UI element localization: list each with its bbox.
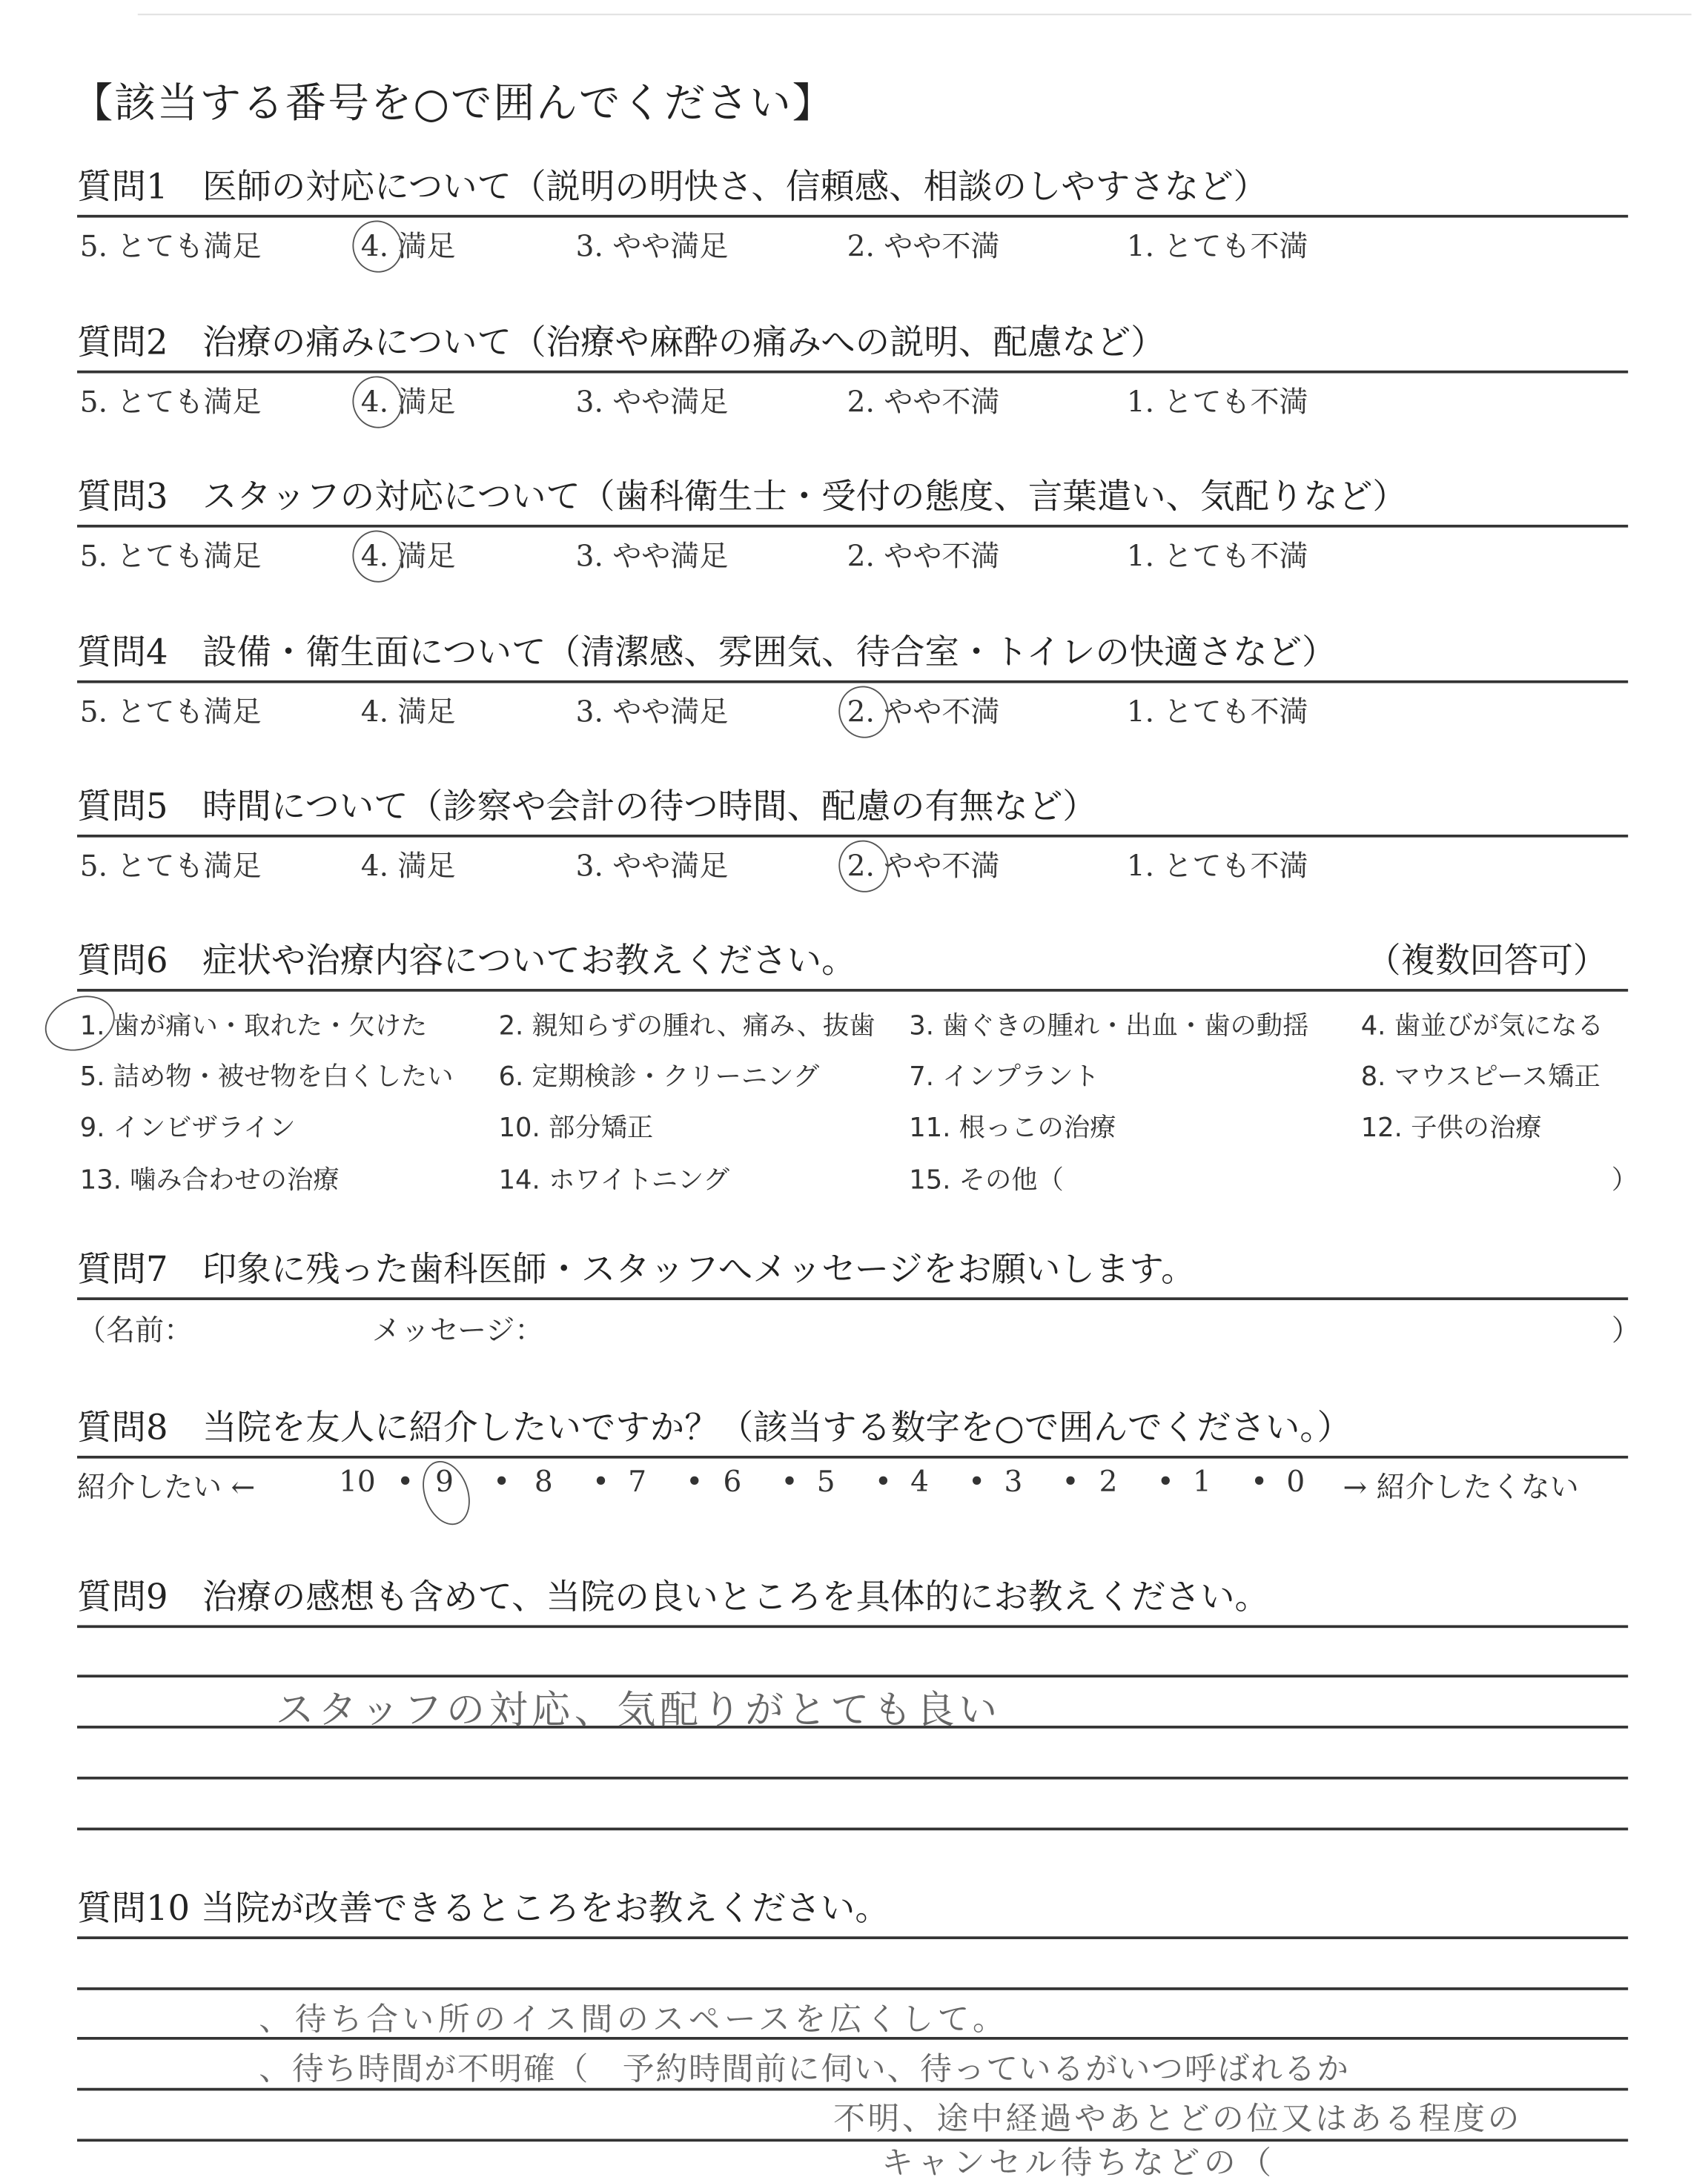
q1-option[interactable]: 5. とても満足 <box>79 230 262 263</box>
q6-option[interactable]: 8. マウスピース矯正 <box>1360 1061 1601 1093</box>
q10-answer-line: 、待ち時間が不明確（ 予約時間前に伺い、待っているがいつ呼ばれるか <box>259 2052 1350 2088</box>
q8-scale-option[interactable]: 7 <box>628 1465 647 1499</box>
q8-left-label: 紹介したい ← <box>77 1471 256 1504</box>
answer-line <box>77 1674 1628 1677</box>
q3-heading: 質問3 スタッフの対応について（歯科衛生士・受付の態度、言葉遣い、気配りなど） <box>77 476 1407 517</box>
q8-separator-dot: • <box>493 1465 511 1499</box>
q4-heading: 質問4 設備・衛生面について（清潔感、雰囲気、待合室・トイレの快適さなど） <box>77 631 1337 672</box>
q1-option[interactable]: 4. 満足 <box>360 230 456 263</box>
q8-separator-dot: • <box>781 1465 798 1499</box>
q8-separator-dot: • <box>1062 1465 1079 1499</box>
answer-line <box>77 1987 1628 1990</box>
q8-scale-option[interactable]: 1 <box>1193 1465 1211 1499</box>
q4-option[interactable]: 1. とても不満 <box>1126 695 1308 728</box>
q6-option[interactable]: 11. 根っこの治療 <box>909 1113 1116 1144</box>
answer-line <box>77 1828 1628 1831</box>
q6-option[interactable]: 4. 歯並びが気になる <box>1360 1010 1604 1041</box>
q8-scale-option[interactable]: 10 <box>339 1465 376 1499</box>
q8-separator-dot: • <box>686 1465 704 1499</box>
q8-scale-option[interactable]: 8 <box>534 1465 553 1499</box>
q1-option[interactable]: 3. やや満足 <box>575 230 729 263</box>
q6-option[interactable]: 13. 噛み合わせの治療 <box>79 1165 340 1196</box>
q8-right-label: → 紹介したくない <box>1343 1471 1579 1504</box>
q6-option[interactable]: 2. 親知らずの腫れ、痛み、抜歯 <box>498 1010 875 1041</box>
q1-heading: 質問1 医師の対応について（説明の明快さ、信頼感、相談のしやすさなど） <box>77 166 1268 207</box>
q6-option[interactable]: 6. 定期検診・クリーニング <box>498 1061 820 1093</box>
q8-separator-dot: • <box>592 1465 609 1499</box>
q6-option[interactable]: 3. 歯ぐきの腫れ・出血・歯の動揺 <box>909 1010 1309 1041</box>
q2-heading: 質問2 治療の痛みについて（治療や麻酔の痛みへの説明、配慮など） <box>77 321 1165 362</box>
q9-heading: 質問9 治療の感想も含めて、当院の良いところを具体的にお教えください。 <box>77 1577 1270 1617</box>
q6-option[interactable]: 7. インプラント <box>909 1061 1100 1093</box>
q8-scale-option[interactable]: 4 <box>910 1465 929 1499</box>
q2-option[interactable]: 1. とても不満 <box>1126 385 1308 418</box>
divider <box>77 215 1628 218</box>
q6-heading: 質問6 症状や治療内容についてお教えください。 <box>77 941 856 981</box>
q2-option[interactable]: 4. 満足 <box>360 385 456 418</box>
q8-scale-option[interactable]: 9 <box>435 1465 454 1499</box>
q6-option[interactable]: 5. 詰め物・被せ物を白くしたい <box>79 1061 454 1093</box>
answer-circle <box>414 1454 478 1531</box>
q3-option[interactable]: 3. やや満足 <box>575 540 729 573</box>
q6-option[interactable]: 9. インビザライン <box>79 1113 296 1144</box>
q10-answer-line: キャンセル待ちなどの（ <box>881 2145 1276 2182</box>
divider <box>77 989 1628 992</box>
q10-answer-line: 、待ち合い所のイス間のスペースを広くして。 <box>259 2002 1009 2038</box>
divider <box>77 525 1628 528</box>
q1-option[interactable]: 1. とても不満 <box>1126 230 1308 263</box>
q3-option[interactable]: 1. とても不満 <box>1126 540 1308 573</box>
q6-option[interactable]: 12. 子供の治療 <box>1360 1113 1542 1144</box>
q9-answer: スタッフの対応、気配りがとても良い <box>275 1687 1002 1733</box>
q5-heading: 質問5 時間について（診察や会計の待つ時間、配慮の有無など） <box>77 786 1097 827</box>
divider <box>77 835 1628 838</box>
q2-option[interactable]: 5. とても満足 <box>79 385 262 418</box>
q8-scale-option[interactable]: 0 <box>1286 1465 1305 1499</box>
q10-answer-line: 不明、途中経過やあとどの位又はある程度の <box>833 2101 1523 2138</box>
q8-separator-dot: • <box>1156 1465 1174 1499</box>
q1-option[interactable]: 2. やや不満 <box>847 230 1000 263</box>
q2-option[interactable]: 3. やや満足 <box>575 385 729 418</box>
q5-option[interactable]: 3. やや満足 <box>575 849 729 883</box>
q6-option[interactable]: 15. その他（ <box>909 1165 1064 1196</box>
q5-option[interactable]: 1. とても不満 <box>1126 849 1308 883</box>
divider <box>77 1297 1628 1300</box>
q5-option[interactable]: 5. とても満足 <box>79 849 262 883</box>
q7-name-label: （名前： <box>77 1314 193 1348</box>
q8-separator-dot: • <box>1251 1465 1268 1499</box>
q7-close: ） <box>1611 1314 1641 1348</box>
form-instruction: 【該当する番号を○で囲んでください】 <box>71 79 835 128</box>
divider <box>77 680 1628 683</box>
q8-separator-dot: • <box>874 1465 892 1499</box>
q8-separator-dot: • <box>968 1465 986 1499</box>
q8-separator-dot: • <box>397 1465 414 1499</box>
answer-line <box>77 1936 1628 1939</box>
answer-line <box>77 1625 1628 1628</box>
q5-option[interactable]: 2. やや不満 <box>847 849 1000 883</box>
q8-scale-option[interactable]: 6 <box>723 1465 742 1499</box>
q4-option[interactable]: 3. やや満足 <box>575 695 729 728</box>
answer-circle <box>345 523 410 589</box>
answer-line <box>77 1777 1628 1780</box>
q7-message-label: メッセージ： <box>371 1314 544 1348</box>
q6-option[interactable]: 10. 部分矯正 <box>498 1113 654 1144</box>
q8-scale-option[interactable]: 3 <box>1004 1465 1023 1499</box>
q4-option[interactable]: 4. 満足 <box>360 695 456 728</box>
answer-circle <box>345 368 410 434</box>
q3-option[interactable]: 2. やや不満 <box>847 540 1000 573</box>
answer-line <box>77 2139 1628 2141</box>
q4-option[interactable]: 5. とても満足 <box>79 695 262 728</box>
q6-note: （複数回答可） <box>1366 941 1608 981</box>
q8-scale-option[interactable]: 2 <box>1099 1465 1118 1499</box>
answer-circle <box>831 678 896 744</box>
q3-option[interactable]: 5. とても満足 <box>79 540 262 573</box>
answer-circle <box>831 833 896 899</box>
answer-circle <box>37 987 122 1060</box>
divider <box>77 1456 1628 1459</box>
q4-option[interactable]: 2. やや不満 <box>847 695 1000 728</box>
q3-option[interactable]: 4. 満足 <box>360 540 456 573</box>
top-border <box>138 14 1692 16</box>
q7-heading: 質問7 印象に残った歯科医師・スタッフへメッセージをお願いします。 <box>77 1249 1196 1290</box>
q10-heading: 質問10 当院が改善できるところをお教えください。 <box>77 1888 890 1929</box>
q5-option[interactable]: 4. 満足 <box>360 849 456 883</box>
q2-option[interactable]: 2. やや不満 <box>847 385 1000 418</box>
q6-option[interactable]: 1. 歯が痛い・取れた・欠けた <box>79 1010 428 1041</box>
divider <box>77 370 1628 373</box>
q8-heading: 質問8 当院を友人に紹介したいですか？（該当する数字を○で囲んでください。） <box>77 1407 1352 1448</box>
q6-other-close: ） <box>1611 1165 1638 1196</box>
q6-option[interactable]: 14. ホワイトニング <box>498 1165 729 1196</box>
q8-scale-option[interactable]: 5 <box>816 1465 835 1499</box>
answer-circle <box>345 213 410 279</box>
